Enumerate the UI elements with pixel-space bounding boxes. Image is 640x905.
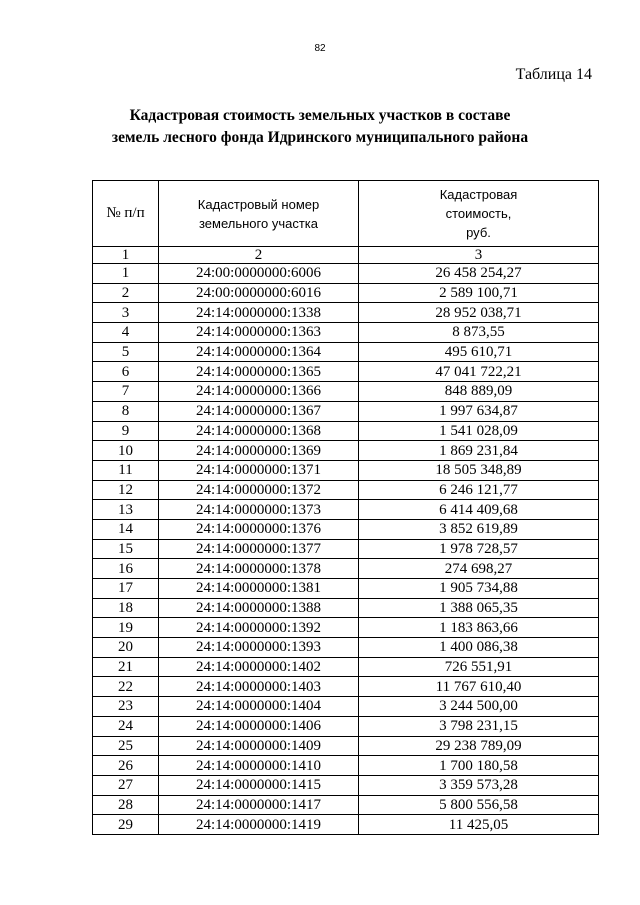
table-row [93,716,599,736]
page-number: 82 [314,43,326,54]
cadastral-number-cell: 24:14:0000000:1419 [159,815,359,835]
row-number-cell: 26 [93,756,159,776]
table-row [93,441,599,461]
cadastral-number-cell: 24:14:0000000:1402 [159,657,359,677]
cadastral-number-cell: 24:14:0000000:1392 [159,618,359,638]
table-row [93,460,599,480]
table-row [93,775,599,795]
cadastral-number-cell: 24:14:0000000:1404 [159,697,359,717]
row-number-cell: 10 [93,441,159,461]
cadastral-value-cell: 3 244 500,00 [359,697,599,717]
document-title-line-1: Кадастровая стоимость земельных участков в составе [129,107,511,124]
cadastral-number-cell: 24:14:0000000:1363 [159,323,359,343]
row-number-cell: 18 [93,598,159,618]
table-row [93,638,599,658]
table-row [93,362,599,382]
cadastral-value-cell: 3 798 231,15 [359,716,599,736]
table-row [93,519,599,539]
cadastral-value-cell: 18 505 348,89 [359,460,599,480]
row-number-cell: 22 [93,677,159,697]
cadastral-number-cell: 24:14:0000000:1393 [159,638,359,658]
cadastral-number-cell: 24:00:0000000:6006 [159,264,359,284]
row-number-cell: 6 [93,362,159,382]
header-cadastral-number-line-2: земельного участка [198,215,318,231]
cadastral-value-cell: 1 700 180,58 [359,756,599,776]
cadastral-number-cell: 24:14:0000000:1372 [159,480,359,500]
row-number-cell: 19 [93,618,159,638]
table-label: Таблица 14 [515,66,592,83]
table-row [93,342,599,362]
table-row [93,323,599,343]
column-index-row [93,247,599,264]
cadastral-value-cell: 26 458 254,27 [359,264,599,284]
cadastral-value-cell: 726 551,91 [359,657,599,677]
cadastral-number-cell: 24:14:0000000:1376 [159,519,359,539]
cadastral-number-cell: 24:14:0000000:1371 [159,460,359,480]
cadastral-value-cell: 29 238 789,09 [359,736,599,756]
row-number-cell: 11 [93,460,159,480]
cadastral-value-cell: 495 610,71 [359,342,599,362]
table-header-row [93,181,599,247]
cadastral-number-cell: 24:14:0000000:1338 [159,303,359,323]
row-number-cell: 29 [93,815,159,835]
row-number-cell: 5 [93,342,159,362]
table-row [93,401,599,421]
cadastral-value-cell: 28 952 038,71 [359,303,599,323]
table-row [93,795,599,815]
row-number-cell: 20 [93,638,159,658]
header-row-number: № п/п [93,181,159,247]
column-index-cell: 1 [93,247,159,264]
cadastral-number-cell: 24:14:0000000:1364 [159,342,359,362]
cadastral-number-cell: 24:14:0000000:1367 [159,401,359,421]
cadastral-value-cell: 848 889,09 [359,382,599,402]
cadastral-value-cell: 6 246 121,77 [359,480,599,500]
row-number-cell: 24 [93,716,159,736]
column-index-cell: 3 [359,247,599,264]
table-row [93,264,599,284]
table-row [93,657,599,677]
cadastral-number-cell: 24:14:0000000:1378 [159,559,359,579]
table-body [93,247,599,835]
table-row [93,382,599,402]
cadastral-value-cell: 1 997 634,87 [359,401,599,421]
table-row [93,579,599,599]
cadastral-number-cell: 24:14:0000000:1377 [159,539,359,559]
row-number-cell: 15 [93,539,159,559]
cadastral-number-cell: 24:14:0000000:1417 [159,795,359,815]
row-number-cell: 23 [93,697,159,717]
cadastral-number-cell: 24:14:0000000:1410 [159,756,359,776]
row-number-cell: 27 [93,775,159,795]
table-row [93,815,599,835]
table-row [93,677,599,697]
cadastral-value-cell: 1 905 734,88 [359,579,599,599]
header-cadastral-value-line-3: руб. [466,225,491,240]
cadastral-value-cell: 11 767 610,40 [359,677,599,697]
table-row [93,283,599,303]
cadastral-value-cell: 3 852 619,89 [359,519,599,539]
header-cadastral-value-line-2: стоимость, [445,206,512,221]
row-number-cell: 12 [93,480,159,500]
row-number-cell: 1 [93,264,159,284]
document-title-line-2: земель лесного фонда Идринского муниципального района [111,129,529,146]
cadastral-value-cell: 274 698,27 [359,559,599,579]
cadastral-number-cell: 24:00:0000000:6016 [159,283,359,303]
row-number-cell: 14 [93,519,159,539]
row-number-cell: 3 [93,303,159,323]
cadastral-value-cell: 3 359 573,28 [359,775,599,795]
table-row [93,421,599,441]
cadastral-number-cell: 24:14:0000000:1366 [159,382,359,402]
table-row [93,618,599,638]
row-number-cell: 8 [93,401,159,421]
table-row [93,303,599,323]
cadastral-value-cell: 1 978 728,57 [359,539,599,559]
header-cadastral-value-line-1: Кадастровая [439,187,518,202]
table-row [93,756,599,776]
cadastral-value-cell: 47 041 722,21 [359,362,599,382]
row-number-cell: 21 [93,657,159,677]
cadastral-value-table [92,180,599,835]
table-row [93,539,599,559]
header-cadastral-value [359,181,599,247]
cadastral-number-cell: 24:14:0000000:1409 [159,736,359,756]
cadastral-number-cell: 24:14:0000000:1388 [159,598,359,618]
cadastral-value-cell: 1 183 863,66 [359,618,599,638]
column-index-cell: 2 [159,247,359,264]
cadastral-value-cell: 5 800 556,58 [359,795,599,815]
table-row [93,598,599,618]
row-number-cell: 16 [93,559,159,579]
cadastral-number-cell: 24:14:0000000:1365 [159,362,359,382]
table-row [93,697,599,717]
cadastral-value-cell: 11 425,05 [359,815,599,835]
row-number-cell: 4 [93,323,159,343]
cadastral-value-cell: 1 400 086,38 [359,638,599,658]
cadastral-number-cell: 24:14:0000000:1369 [159,441,359,461]
table-row [93,559,599,579]
document-title [0,105,640,149]
row-number-cell: 25 [93,736,159,756]
cadastral-number-cell: 24:14:0000000:1368 [159,421,359,441]
cadastral-number-cell: 24:14:0000000:1415 [159,775,359,795]
cadastral-value-cell: 1 869 231,84 [359,441,599,461]
cadastral-value-cell: 1 541 028,09 [359,421,599,441]
row-number-cell: 17 [93,579,159,599]
row-number-cell: 2 [93,283,159,303]
cadastral-number-cell: 24:14:0000000:1406 [159,716,359,736]
cadastral-value-cell: 8 873,55 [359,323,599,343]
cadastral-value-cell: 1 388 065,35 [359,598,599,618]
cadastral-value-cell: 2 589 100,71 [359,283,599,303]
cadastral-number-cell: 24:14:0000000:1403 [159,677,359,697]
table-row [93,480,599,500]
row-number-cell: 13 [93,500,159,520]
row-number-cell: 28 [93,795,159,815]
table-row [93,736,599,756]
cadastral-number-cell: 24:14:0000000:1373 [159,500,359,520]
row-number-cell: 9 [93,421,159,441]
header-cadastral-number [159,181,359,247]
header-cadastral-number-line-1: Кадастровый номер [197,196,320,212]
row-number-cell: 7 [93,382,159,402]
table-row [93,500,599,520]
cadastral-value-cell: 6 414 409,68 [359,500,599,520]
cadastral-number-cell: 24:14:0000000:1381 [159,579,359,599]
